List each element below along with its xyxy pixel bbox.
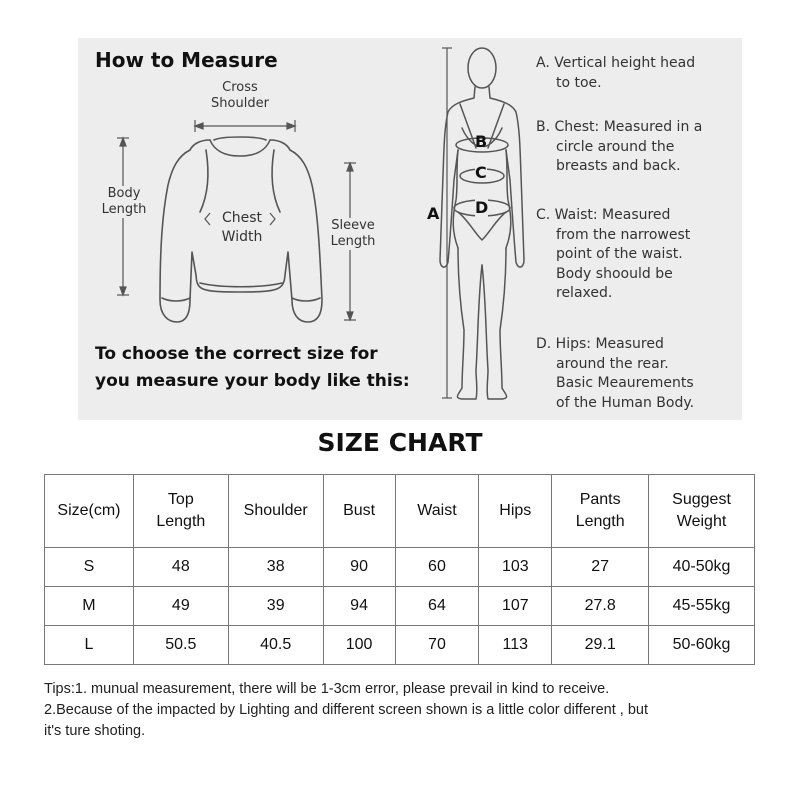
marker-c: C <box>475 163 487 182</box>
table-row <box>45 548 755 587</box>
header-top-length: Top Length <box>133 475 228 548</box>
table-row <box>45 626 755 665</box>
table-cell: 64 <box>395 587 479 626</box>
table-cell: 27 <box>552 548 649 587</box>
table-cell: 48 <box>133 548 228 587</box>
table-cell: 70 <box>395 626 479 665</box>
how-to-measure-title: How to Measure <box>95 48 278 72</box>
table-cell: 103 <box>479 548 552 587</box>
table-cell: 113 <box>479 626 552 665</box>
table-cell: 39 <box>228 587 323 626</box>
header-waist: Waist <box>395 475 479 548</box>
table-cell: 50.5 <box>133 626 228 665</box>
description-d: D. Hips: Measured around the rear. Basic Meaurements of the Human Body. <box>536 336 695 411</box>
cross-shoulder-label: Cross Shoulder <box>211 80 269 111</box>
table-cell: 29.1 <box>552 626 649 665</box>
size-chart-title: SIZE CHART <box>317 428 483 457</box>
table-cell: 38 <box>228 548 323 587</box>
table-cell: 100 <box>323 626 395 665</box>
table-cell: 94 <box>323 587 395 626</box>
table-cell: 40.5 <box>228 626 323 665</box>
size-chart-table <box>44 474 755 665</box>
header-row <box>45 475 755 548</box>
header-pants-length: Pants Length <box>552 475 649 548</box>
description-a: A. Vertical height head to toe. <box>536 55 696 91</box>
marker-a: A <box>427 204 440 223</box>
table-cell: L <box>45 626 134 665</box>
table-cell: 45-55kg <box>649 587 755 626</box>
header-hips: Hips <box>479 475 552 548</box>
table-cell: M <box>45 587 134 626</box>
table-cell: 50-60kg <box>649 626 755 665</box>
header-size: Size(cm) <box>45 475 134 548</box>
table-cell: 49 <box>133 587 228 626</box>
header-bust: Bust <box>323 475 395 548</box>
table-cell: 107 <box>479 587 552 626</box>
table-cell: 40-50kg <box>649 548 755 587</box>
description-b: B. Chest: Measured in a circle around the breasts and back. <box>536 119 703 174</box>
marker-b: B <box>475 132 488 151</box>
description-c: C. Waist: Measured from the narrowest point of the waist. Body shoould be relaxed. <box>536 207 691 301</box>
header-suggest-weight: Suggest Weight <box>649 475 755 548</box>
table-cell: 60 <box>395 548 479 587</box>
body-length-label: Body Length <box>98 186 150 218</box>
table-row <box>45 587 755 626</box>
sleeve-length-label: Sleeve Length <box>324 218 382 250</box>
table-cell: S <box>45 548 134 587</box>
body-figure <box>420 44 530 410</box>
table-cell: 90 <box>323 548 395 587</box>
instruction-text: To choose the correct size for you measure your body like this: <box>95 344 410 391</box>
tips-text: Tips:1. munual measurement, there will be 1-3cm error, please prevail in kind to receive. 2.Because of the impacted by Lighting and different screen shown is a little color different , but it's ture shoting. <box>44 681 648 739</box>
header-shoulder: Shoulder <box>228 475 323 548</box>
table-cell: 27.8 <box>552 587 649 626</box>
marker-d: D <box>475 198 489 217</box>
chest-width-label: Chest Width <box>221 210 263 245</box>
